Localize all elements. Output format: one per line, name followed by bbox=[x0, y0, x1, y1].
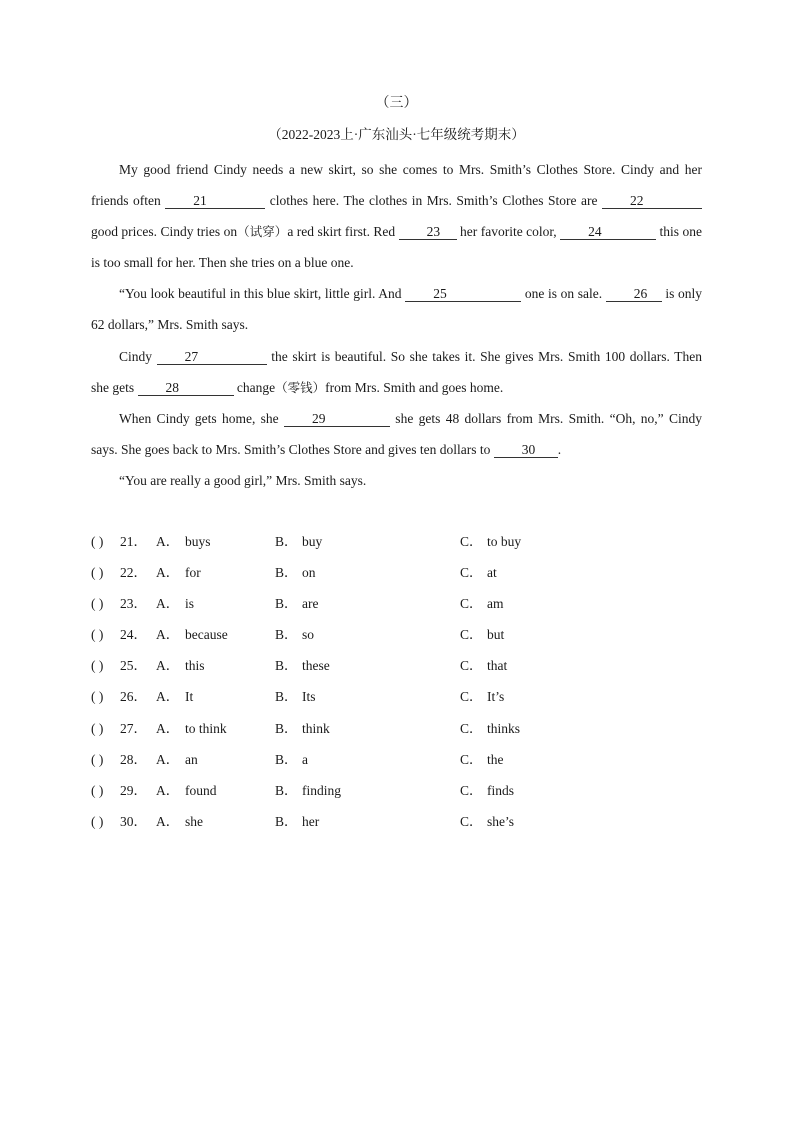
option-c: am bbox=[487, 596, 504, 612]
blank-25: 25 bbox=[405, 286, 521, 302]
option-a-label: A． bbox=[156, 534, 180, 549]
option-a: It bbox=[185, 689, 194, 705]
option-b: so bbox=[302, 627, 315, 643]
option-c: thinks bbox=[487, 720, 521, 736]
option-a-label: A． bbox=[156, 689, 180, 705]
option-c: she’s bbox=[487, 813, 514, 829]
option-c: finds bbox=[487, 782, 514, 798]
blank-27: 27 bbox=[157, 349, 267, 365]
question-number: 28． bbox=[120, 751, 147, 767]
answer-slot[interactable]: ( ) bbox=[91, 658, 104, 674]
answer-slot[interactable]: ( ) bbox=[91, 596, 104, 612]
option-a: she bbox=[185, 813, 203, 829]
option-a: this bbox=[185, 658, 205, 674]
question-23 bbox=[91, 588, 702, 619]
question-24 bbox=[91, 619, 702, 650]
option-a: because bbox=[185, 627, 228, 643]
answer-slot[interactable]: ( ) bbox=[91, 813, 104, 829]
option-a-label: A． bbox=[156, 720, 180, 736]
option-a: buys bbox=[185, 534, 211, 549]
question-number: 26． bbox=[120, 689, 147, 705]
option-b: finding bbox=[302, 782, 341, 798]
option-b-label: B． bbox=[275, 627, 298, 643]
blank-24: 24 bbox=[560, 224, 656, 240]
option-a-label: A． bbox=[156, 658, 180, 674]
option-c-label: C． bbox=[460, 658, 483, 674]
option-a-label: A． bbox=[156, 596, 180, 612]
blank-21: 21 bbox=[165, 193, 265, 209]
option-b: Its bbox=[302, 689, 316, 705]
option-c-label: C． bbox=[460, 596, 483, 612]
blank-26: 26 bbox=[606, 286, 662, 302]
option-b: her bbox=[302, 813, 320, 829]
option-a-label: A． bbox=[156, 627, 180, 643]
question-22 bbox=[91, 557, 702, 588]
option-b: these bbox=[302, 658, 330, 674]
option-c: but bbox=[487, 627, 505, 643]
option-b: on bbox=[302, 565, 316, 581]
question-30 bbox=[91, 806, 702, 837]
option-c-label: C． bbox=[460, 751, 483, 767]
answer-slot[interactable]: ( ) bbox=[91, 782, 104, 798]
blank-28: 28 bbox=[138, 380, 234, 396]
blank-22: 22 bbox=[602, 193, 702, 209]
answer-slot[interactable]: ( ) bbox=[91, 720, 104, 736]
option-c-label: C． bbox=[460, 720, 483, 736]
option-c-label: C． bbox=[460, 534, 483, 549]
blank-30: 30 bbox=[494, 442, 558, 458]
blank-23: 23 bbox=[399, 224, 457, 240]
option-a: an bbox=[185, 751, 198, 767]
question-number: 29． bbox=[120, 782, 147, 798]
option-b: buy bbox=[302, 534, 323, 549]
option-a: is bbox=[185, 596, 195, 612]
option-a-label: A． bbox=[156, 782, 180, 798]
question-number: 21． bbox=[120, 534, 147, 549]
question-28 bbox=[91, 744, 702, 775]
question-number: 27． bbox=[120, 720, 147, 736]
paragraph-2: “You look beautiful in this blue skirt, little girl. And 25 one is on sale. 26 is only 62 dollars,” Mrs. Smith says. bbox=[91, 286, 702, 333]
cloze-passage bbox=[91, 154, 702, 496]
option-c: at bbox=[487, 565, 497, 581]
answer-slot[interactable]: ( ) bbox=[91, 534, 104, 549]
option-b-label: B． bbox=[275, 720, 298, 736]
question-number: 23． bbox=[120, 596, 147, 612]
option-c: It’s bbox=[487, 689, 505, 705]
answer-slot[interactable]: ( ) bbox=[91, 565, 104, 581]
option-c: the bbox=[487, 751, 504, 767]
option-c: to buy bbox=[487, 534, 522, 549]
option-b-label: B． bbox=[275, 751, 298, 767]
option-b-label: B． bbox=[275, 565, 298, 581]
option-b-label: B． bbox=[275, 596, 298, 612]
option-b-label: B． bbox=[275, 689, 298, 705]
exam-source: （2022-2023上·广东汕头·七年级统考期末） bbox=[268, 127, 525, 142]
option-b: are bbox=[302, 596, 319, 612]
option-b-label: B． bbox=[275, 534, 298, 549]
question-29 bbox=[91, 775, 702, 806]
question-21 bbox=[91, 526, 702, 557]
question-number: 22． bbox=[120, 565, 147, 581]
option-c-label: C． bbox=[460, 813, 483, 829]
option-c-label: C． bbox=[460, 689, 483, 705]
question-26 bbox=[91, 681, 702, 712]
answer-slot[interactable]: ( ) bbox=[91, 689, 104, 705]
paragraph-1: My good friend Cindy needs a new skirt, so she comes to Mrs. Smith’s Clothes Store. Cindy and her friends often 21 clothes here. The clothes in Mrs. Smith’s Clothes Store are 22 good prices. Cindy tries on（试穿）a red skirt first. Red 23 her favorite color, 24 this one is too small for her. Then she tries on a blue one. bbox=[91, 162, 702, 271]
option-b: a bbox=[302, 751, 308, 767]
option-c-label: C． bbox=[460, 627, 483, 643]
option-a: found bbox=[185, 782, 217, 798]
option-b-label: B． bbox=[275, 813, 298, 829]
question-number: 25． bbox=[120, 658, 147, 674]
question-list bbox=[91, 526, 702, 837]
option-c: that bbox=[487, 658, 508, 674]
option-a: to think bbox=[185, 720, 227, 736]
answer-slot[interactable]: ( ) bbox=[91, 627, 104, 643]
answer-slot[interactable]: ( ) bbox=[91, 751, 104, 767]
section-title: （三） bbox=[375, 95, 418, 111]
option-b-label: B． bbox=[275, 658, 298, 674]
paragraph-5: “You are really a good girl,” Mrs. Smith says. bbox=[119, 472, 367, 488]
option-a-label: A． bbox=[156, 565, 180, 581]
paragraph-3: Cindy 27 the skirt is beautiful. So she takes it. She gives Mrs. Smith 100 dollars. Then she gets 28 change（零钱）from Mrs. Smith and goes home. bbox=[91, 348, 702, 395]
paragraph-4: When Cindy gets home, she 29 she gets 48 dollars from Mrs. Smith. “Oh, no,” Cindy says. She goes back to Mrs. Smith’s Clothes Store and gives ten dollars to 30 . bbox=[91, 410, 702, 457]
option-a: for bbox=[185, 565, 201, 581]
option-c-label: C． bbox=[460, 782, 483, 798]
question-25 bbox=[91, 650, 702, 681]
option-a-label: A． bbox=[156, 813, 180, 829]
option-b: think bbox=[302, 720, 330, 736]
option-b-label: B． bbox=[275, 782, 298, 798]
blank-29: 29 bbox=[284, 411, 390, 427]
question-number: 24． bbox=[120, 627, 147, 643]
question-27 bbox=[91, 713, 702, 744]
option-c-label: C． bbox=[460, 565, 483, 581]
option-a-label: A． bbox=[156, 751, 180, 767]
question-number: 30． bbox=[120, 813, 147, 829]
